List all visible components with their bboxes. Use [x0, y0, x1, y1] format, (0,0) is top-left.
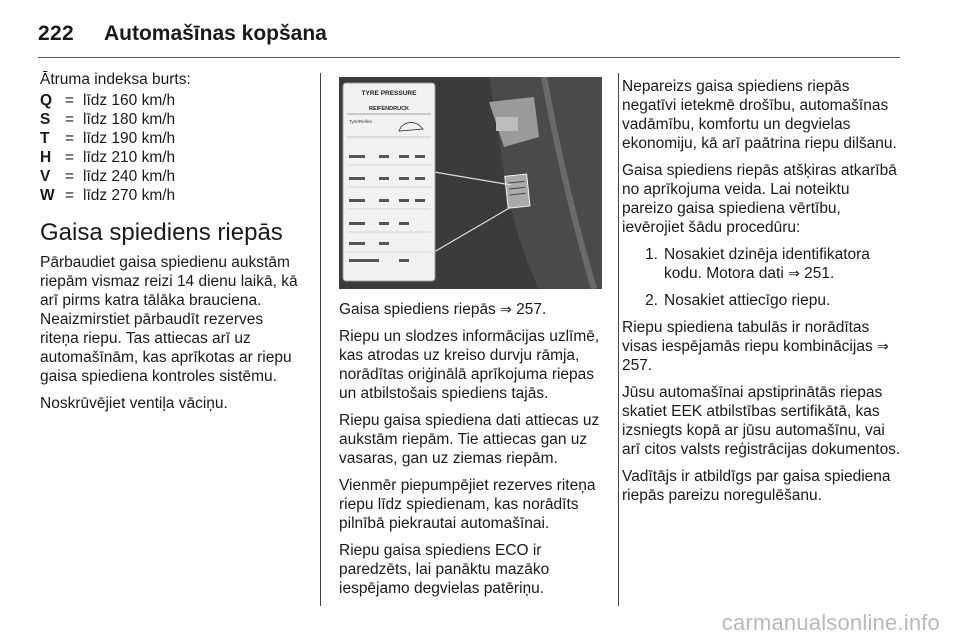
- column-1: [40, 70, 305, 421]
- caption-text: Gaisa spiediens riepās: [339, 301, 496, 318]
- speed-index-value: līdz 160 km/h: [83, 92, 176, 109]
- figure-caption: [339, 300, 602, 319]
- header-rule: [38, 57, 900, 58]
- page-ref-icon: ⇒: [788, 265, 800, 281]
- speed-index-code: V: [40, 168, 51, 185]
- label-title: TYRE PRESSURE: [361, 90, 417, 97]
- paragraph: Noskrūvējiet ventiļa vāciņu.: [40, 395, 228, 412]
- speed-index-code: Q: [40, 92, 53, 109]
- paragraph: Riepu un slodzes informācijas uzlīmē, kas atrodas uz kreiso durvju rāmja, norādītas oriģinālā aprīkojuma riepas un atbilstošais spiediens tajās.: [339, 328, 600, 402]
- column-divider-2: [618, 73, 619, 606]
- list-item: [622, 291, 904, 310]
- page-ref-icon: ⇒: [877, 338, 889, 354]
- label-tyre: Tyre/Reifen: [349, 119, 373, 124]
- paragraph: Vienmēr piepumpējiet rezerves riteņa riepu līdz spiedienam, kas norādīts pilnībā piekrautai automašīnai.: [339, 477, 596, 532]
- procedure-list: [622, 245, 904, 310]
- speed-index-row: [40, 167, 305, 186]
- speed-index-eq: =: [65, 168, 75, 185]
- speed-index-eq: =: [65, 92, 75, 109]
- paragraph-ref[interactable]: 257.: [622, 357, 653, 374]
- chapter-title: Automašīnas kopšana: [103, 22, 327, 45]
- speed-index-table: [40, 91, 305, 205]
- paragraph: Pārbaudiet gaisa spiedienu aukstām riepām vismaz reizi 14 dienu laikā, kā arī pirms katra tālāka brauciena. Neaizmirstiet pārbaudīt rezerves riteņa riepu. Tas attiecas arī uz automašīnām, kas aprīkotas ar riepu gaisa spiediena kontroles sistēmu.: [40, 254, 298, 385]
- speed-index-intro: Ātruma indeksa burts:: [40, 71, 191, 88]
- speed-index-row: [40, 110, 305, 129]
- list-text: Nosakiet dzinēja identifikatora kodu. Motora dati: [664, 246, 870, 282]
- paragraph: Nepareizs gaisa spiediens riepās negatīvi ietekmē drošību, automašīnas vadāmību, komfortu un degvielas ekonomiju, kā arī paātrina riepu dilšanu.: [622, 78, 897, 152]
- paragraph: Riepu gaisa spiediens ECO ir paredzēts, lai panāktu mazāko iespējamo degvielas patēriņu.: [339, 542, 550, 597]
- column-3: [622, 77, 904, 513]
- speed-index-code: T: [40, 130, 50, 147]
- speed-index-row: [40, 186, 305, 205]
- speed-index-value: līdz 190 km/h: [83, 130, 176, 147]
- list-text: Nosakiet attiecīgo riepu.: [664, 292, 831, 309]
- section-heading: Gaisa spiediens riepās: [40, 219, 283, 246]
- speed-index-eq: =: [65, 187, 75, 204]
- speed-index-value: līdz 270 km/h: [83, 187, 176, 204]
- speed-index-eq: =: [65, 149, 75, 166]
- speed-index-code: W: [40, 187, 55, 204]
- paragraph: Jūsu automašīnai apstiprinātās riepas skatiet EEK atbilstības sertifikātā, kas izsniegts kopā ar jūsu automašīnu, vai arī citos valsts reģistrācijas dokumentos.: [622, 384, 901, 458]
- column-divider-1: [320, 73, 321, 606]
- tyre-pressure-label-figure: [339, 77, 602, 289]
- paragraph-text: Riepu spiediena tabulās ir norādītas visas iespējamās riepu kombinācijas: [622, 319, 873, 355]
- list-ref[interactable]: 251.: [804, 265, 835, 282]
- speed-index-value: līdz 240 km/h: [83, 168, 176, 185]
- speed-index-value: līdz 180 km/h: [83, 111, 176, 128]
- page-ref-icon: ⇒: [500, 301, 512, 317]
- caption-ref[interactable]: 257.: [516, 301, 547, 318]
- paragraph: [622, 318, 904, 375]
- list-number: 2.: [645, 292, 658, 309]
- speed-index-eq: =: [65, 111, 75, 128]
- label-title-2: REIFENDRUCK: [368, 106, 410, 112]
- paragraph: Vadītājs ir atbildīgs par gaisa spiediena riepās pareizu noregulēšanu.: [622, 468, 891, 504]
- paragraph: Riepu gaisa spiediena dati attiecas uz aukstām riepām. Tie attiecas gan uz vasaras, gan uz ziemas riepām.: [339, 412, 600, 467]
- speed-index-code: H: [40, 149, 52, 166]
- list-item: [622, 245, 904, 283]
- speed-index-row: [40, 148, 305, 167]
- door-frame-illustration: [339, 77, 602, 289]
- page-header: [38, 14, 327, 54]
- speed-index-row: [40, 91, 305, 110]
- speed-index-row: [40, 129, 305, 148]
- watermark: carmanualsonline.info: [721, 610, 940, 635]
- speed-index-value: līdz 210 km/h: [83, 149, 176, 166]
- list-number: 1.: [645, 246, 658, 263]
- speed-index-eq: =: [65, 130, 75, 147]
- paragraph: Gaisa spiediens riepās atšķiras atkarībā no aprīkojuma veida. Lai noteiktu pareizo gaisa spiediena vērtību, ievērojiet šādu procedūru:: [622, 162, 897, 236]
- speed-index-code: S: [40, 111, 51, 128]
- page-number: 222: [38, 22, 74, 45]
- column-2: [339, 300, 602, 606]
